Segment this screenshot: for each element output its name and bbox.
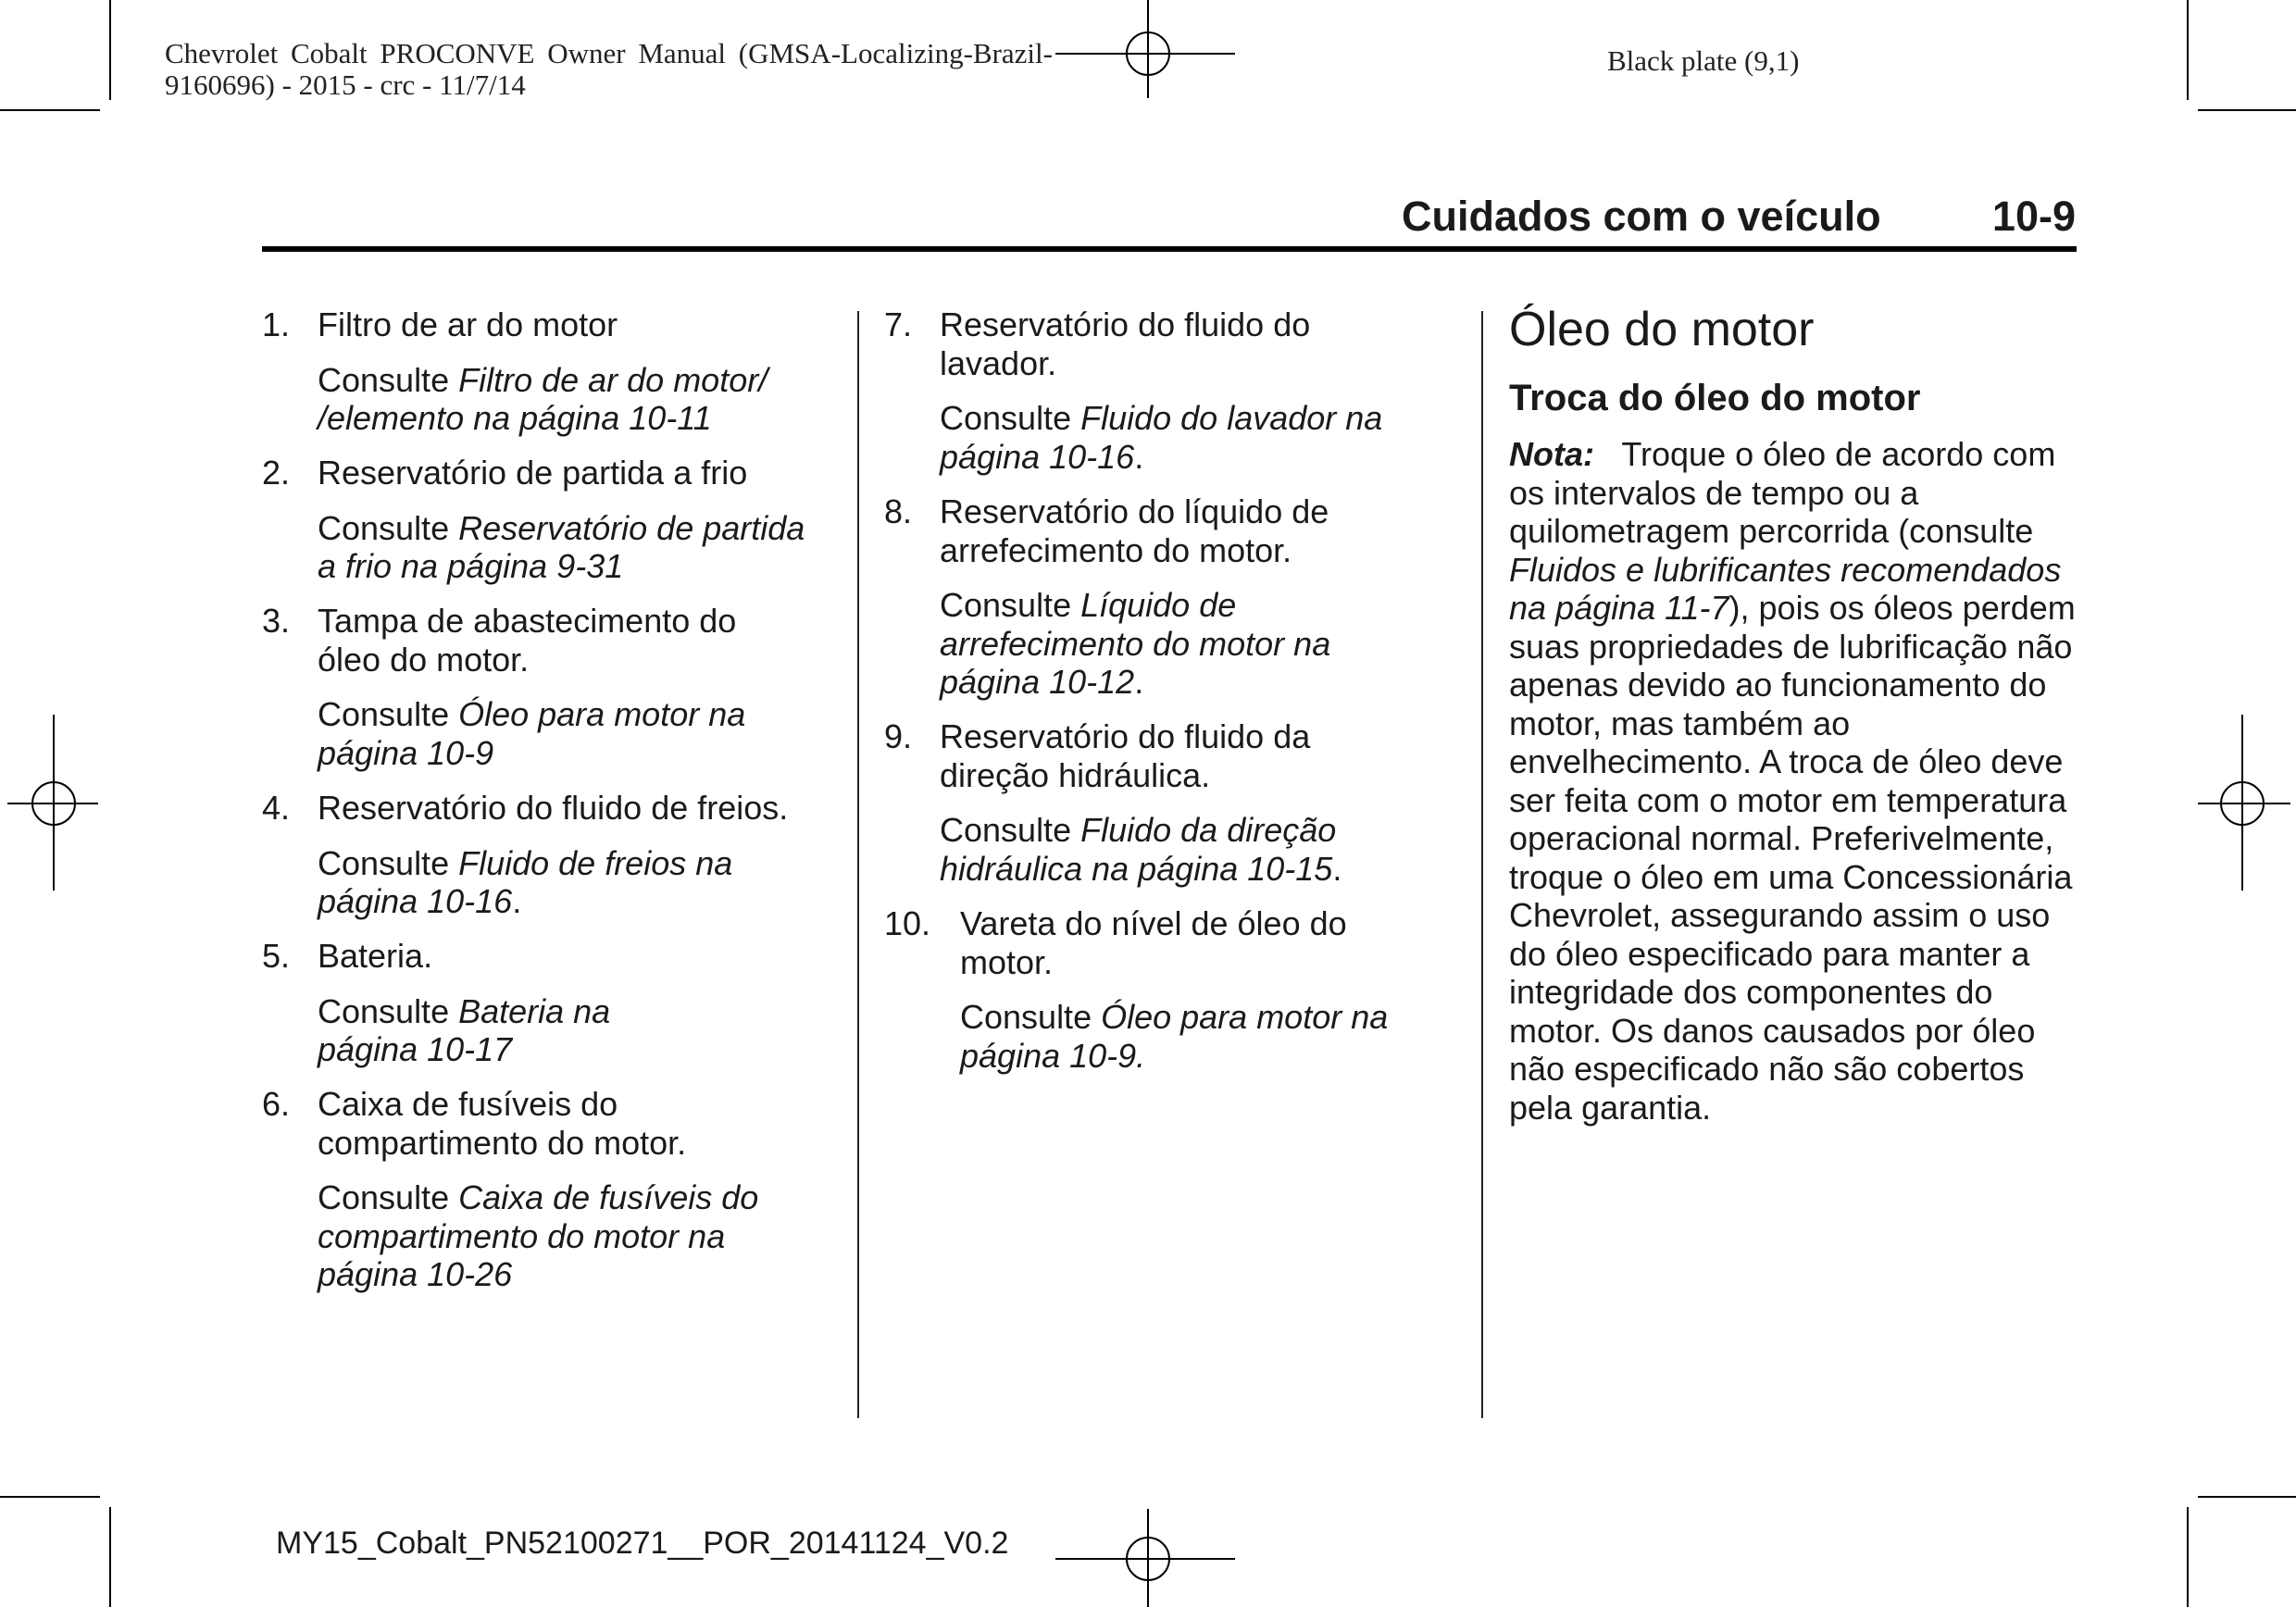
list-item-number: 2. <box>262 454 291 492</box>
reference-link-text: Reservatório de partida <box>458 508 805 547</box>
list-item-text: Reservatório do fluido da <box>940 717 1311 755</box>
page-number: 10-9 <box>1991 193 2076 240</box>
column-divider-2 <box>1481 311 1483 1418</box>
list-item-reference <box>318 399 712 438</box>
reference-prefix: Consulte <box>318 991 459 1030</box>
reference-suffix: . <box>512 882 522 920</box>
reference-link-text: página 10-9 <box>318 733 494 772</box>
list-item-number: 8. <box>884 492 913 530</box>
reference-link-text: Caixa de fusíveis do <box>458 1178 759 1216</box>
reference-link-text: Óleo para motor na <box>1101 998 1389 1036</box>
list-item-reference <box>318 1030 512 1069</box>
reference-prefix: Consulte <box>940 586 1081 624</box>
list-item-reference <box>318 844 732 883</box>
list-item-text: direção hidráulica. <box>940 755 1211 794</box>
list-item-reference <box>318 1178 758 1217</box>
body-reference-text: Fluidos e lubrificantes recomendados na página 11-7 <box>1509 550 2071 627</box>
reference-link-text: Óleo para motor na <box>458 695 746 733</box>
list-item-reference <box>318 695 745 734</box>
reference-link-text: página 10-26 <box>318 1255 513 1293</box>
body-text-run: Troque o óleo de acordo com os intervalos de tempo ou a quilometragem percorrida (consulte <box>1509 435 2065 550</box>
body-text <box>1509 435 2085 1127</box>
reference-prefix: Consulte <box>318 843 459 882</box>
reference-prefix: Consulte <box>318 360 459 399</box>
list-item-reference <box>940 399 1382 438</box>
list-item-reference <box>960 998 1388 1037</box>
reference-suffix: . <box>1134 663 1144 701</box>
list-item-reference <box>940 850 1341 889</box>
list-item-reference <box>940 663 1143 702</box>
list-item-reference <box>318 882 521 921</box>
list-item-text: Filtro de ar do motor <box>318 305 618 343</box>
print-info-line-2: 9160696) - 2015 - crc - 11/7/14 <box>165 69 526 101</box>
list-item-number: 1. <box>262 305 291 343</box>
reference-prefix: Consulte <box>318 1178 459 1216</box>
header-rule <box>262 246 2077 252</box>
list-item-text: Reservatório de partida a frio <box>318 454 748 492</box>
list-item-number: 10. <box>884 904 931 942</box>
body-text-run: ), pois os óleos perdem suas propriedades de lubrificação não apenas devido ao funcionamento do motor, mas também ao envelhecimento. A troca de óleo deve ser feita com o motor em temperatura operacional normal. Preferivelmente, troque o óleo em uma Concessionária Chevrolet, assegurando assim o uso do óleo especificado para manter a integridade dos componentes do motor. Os danos causados por óleo não especificado não são cobertos pela garantia. <box>1509 589 2085 1127</box>
reference-link-text: Líquido de <box>1080 586 1237 624</box>
list-item-text: motor. <box>960 942 1054 981</box>
list-item-reference <box>318 992 610 1031</box>
list-item-reference <box>940 625 1330 664</box>
list-item-number: 4. <box>262 789 291 827</box>
registration-mark-bottom <box>1055 1507 1241 1607</box>
reference-link-text: compartimento do motor na <box>318 1216 726 1255</box>
reference-link-text: página 10-9. <box>960 1036 1146 1075</box>
reference-link-text: hidráulica na página 10-15 <box>940 849 1333 888</box>
list-item-text: Bateria. <box>318 937 433 975</box>
list-item-number: 7. <box>884 305 913 343</box>
list-item-reference <box>940 438 1143 477</box>
reference-link-text: Bateria na <box>458 991 611 1030</box>
list-item-number: 9. <box>884 717 913 755</box>
reference-prefix: Consulte <box>318 695 459 733</box>
reference-link-text: /elemento na página 10-11 <box>318 399 712 437</box>
column-divider-1 <box>857 311 859 1418</box>
list-item-text: óleo do motor. <box>318 640 530 679</box>
list-item-text: Caixa de fusíveis do <box>318 1085 618 1123</box>
list-item-reference <box>318 734 493 773</box>
list-item-reference <box>318 1255 512 1294</box>
reference-link-text: página 10-12 <box>940 663 1135 701</box>
print-info-line-1: Chevrolet Cobalt PROCONVE Owner Manual (GMSA-Localizing-Brazil- <box>165 37 1053 69</box>
reference-prefix: Consulte <box>318 508 459 547</box>
list-item-text: lavador. <box>940 343 1057 382</box>
list-item-reference <box>940 811 1336 850</box>
registration-mark-top <box>1055 0 1241 102</box>
reference-prefix: Consulte <box>960 998 1102 1036</box>
list-item-number: 6. <box>262 1085 291 1123</box>
registration-mark-left <box>0 715 102 896</box>
reference-prefix: Consulte <box>940 811 1081 849</box>
list-item-text: Reservatório do fluido do <box>940 305 1311 343</box>
list-item-number: 3. <box>262 602 291 640</box>
reference-link-text: Fluido de freios na <box>458 843 733 882</box>
reference-link-text: página 10-16 <box>318 882 513 920</box>
list-item-text: arrefecimento do motor. <box>940 530 1292 569</box>
list-item-reference <box>318 547 623 586</box>
reference-link-text: página 10-17 <box>318 1030 513 1068</box>
reference-suffix: . <box>1134 437 1144 476</box>
sub-heading: Troca do óleo do motor <box>1509 378 1921 418</box>
reference-link-text: Fluido da direção <box>1080 811 1337 849</box>
section-title: Cuidados com o veículo <box>1402 193 1881 240</box>
reference-suffix: . <box>1332 849 1342 888</box>
list-item-reference <box>318 509 805 548</box>
list-item-text: compartimento do motor. <box>318 1123 687 1162</box>
list-item-text: Reservatório do líquido de <box>940 492 1329 530</box>
reference-link-text: arrefecimento do motor na <box>940 624 1331 663</box>
reference-link-text: página 10-16 <box>940 437 1135 476</box>
list-item-number: 5. <box>262 937 291 975</box>
list-item-text: Tampa de abastecimento do <box>318 602 737 640</box>
list-item-reference <box>318 1217 725 1256</box>
black-plate-label: Black plate (9,1) <box>1607 44 1800 77</box>
registration-mark-right <box>2194 715 2296 896</box>
footer-document-code: MY15_Cobalt_PN52100271__POR_20141124_V0.2 <box>276 1526 1009 1561</box>
list-item-text: Reservatório do fluido de freios. <box>318 789 789 827</box>
note-label: Nota: <box>1509 435 1594 473</box>
list-item-text: Vareta do nível de óleo do <box>960 904 1347 942</box>
reference-prefix: Consulte <box>940 399 1081 437</box>
body-paragraph <box>1509 435 2083 1127</box>
list-item-reference <box>318 361 767 400</box>
list-item-reference <box>960 1037 1145 1076</box>
main-heading: Óleo do motor <box>1509 303 1815 356</box>
list-item-reference <box>940 586 1236 625</box>
reference-link-text: a frio na página 9-31 <box>318 547 624 585</box>
reference-link-text: Filtro de ar do motor/ <box>458 360 768 399</box>
reference-link-text: Fluido do lavador na <box>1080 399 1383 437</box>
